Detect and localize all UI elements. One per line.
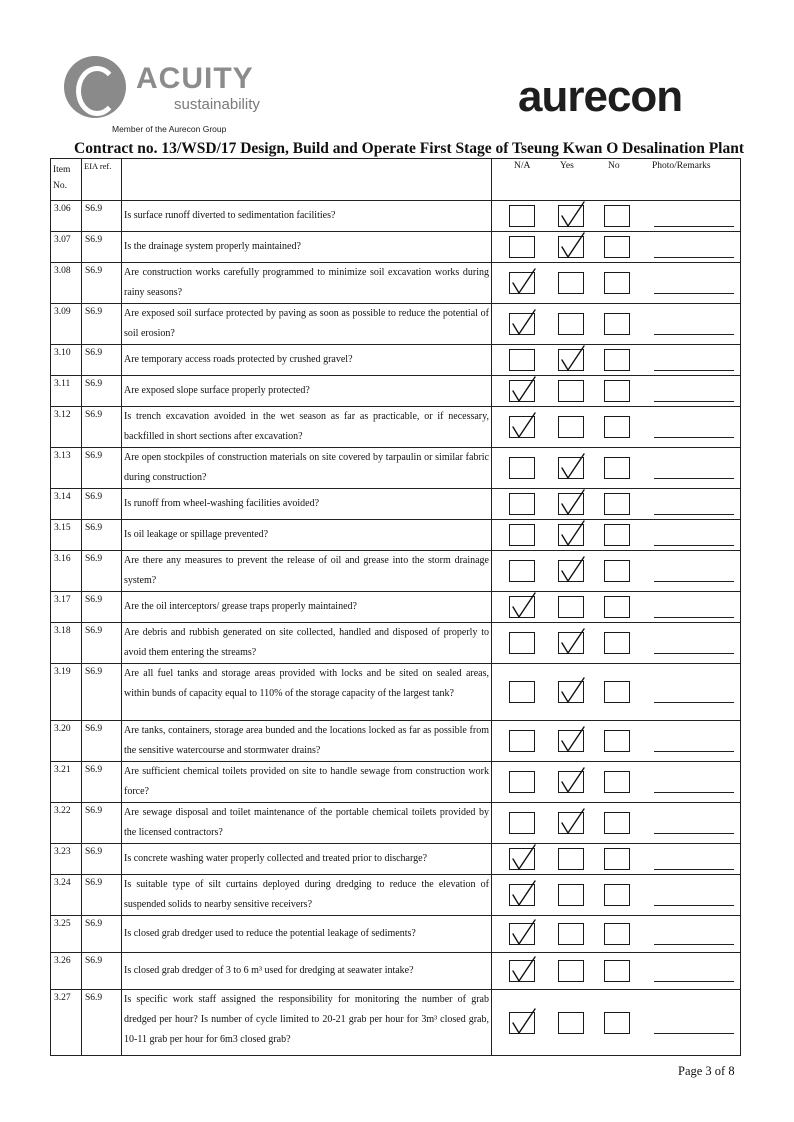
check-mark-icon — [557, 676, 587, 706]
item-number: 3.14 — [51, 489, 82, 520]
checklist-question: Are there any measures to prevent the release of oil and grease into the storm drainage system? — [122, 551, 492, 592]
photo-remarks-line[interactable] — [654, 293, 734, 294]
check-mark-icon — [557, 519, 587, 549]
na-checkbox[interactable] — [509, 416, 535, 438]
checklist-question: Are open stockpiles of construction materials on site covered by tarpaulin or similar fabric during construction? — [122, 448, 492, 489]
item-number: 3.15 — [51, 520, 82, 551]
answer-cell — [492, 953, 741, 990]
no-checkbox[interactable] — [604, 236, 630, 258]
item-number: 3.07 — [51, 232, 82, 263]
no-checkbox[interactable] — [604, 524, 630, 546]
yes-checkbox[interactable] — [558, 596, 584, 618]
yes-checkbox[interactable] — [558, 313, 584, 335]
check-mark-icon — [508, 918, 538, 948]
check-mark-icon — [508, 1007, 538, 1037]
checklist-question: Are sewage disposal and toilet maintenance of the portable chemical toilets provided by the licensed contractors? — [122, 803, 492, 844]
answer-cell — [492, 721, 741, 762]
table-row — [51, 407, 741, 448]
header-item-no: Item No. — [51, 159, 82, 201]
check-mark-icon — [557, 200, 587, 230]
acuity-logo-subtext: sustainability — [174, 96, 260, 113]
table-row — [51, 304, 741, 345]
table-row — [51, 520, 741, 551]
checklist-question: Is surface runoff diverted to sedimentation facilities? — [122, 201, 492, 232]
eia-reference: S6.9 — [82, 875, 122, 916]
na-checkbox[interactable] — [509, 812, 535, 834]
no-checkbox[interactable] — [604, 272, 630, 294]
table-row — [51, 875, 741, 916]
checklist-question: Is suitable type of silt curtains deployed during dredging to reduce the elevation of suspended solids to nearby sensitive receivers? — [122, 875, 492, 916]
checklist-question: Is the drainage system properly maintained? — [122, 232, 492, 263]
answer-cell — [492, 803, 741, 844]
checklist-question: Is concrete washing water properly collected and treated prior to discharge? — [122, 844, 492, 875]
item-number: 3.19 — [51, 664, 82, 721]
acuity-logo-text: ACUITY — [136, 62, 254, 95]
table-row — [51, 721, 741, 762]
table-row — [51, 201, 741, 232]
answer-cell — [492, 623, 741, 664]
no-checkbox[interactable] — [604, 960, 630, 982]
photo-remarks-line[interactable] — [654, 257, 734, 258]
item-number: 3.24 — [51, 875, 82, 916]
checklist-question: Is specific work staff assigned the responsibility for monitoring the number of grab dredged per hour? Is number of cycle limited to 20-21 grab per hour for 3m³ closed grab, 10-11 grab per hour for 6m3 closed grab? — [122, 990, 492, 1056]
check-mark-icon — [557, 452, 587, 482]
answer-cell — [492, 448, 741, 489]
na-checkbox[interactable] — [509, 457, 535, 479]
answer-cell — [492, 520, 741, 551]
eia-reference: S6.9 — [82, 990, 122, 1056]
checklist-question: Are tanks, containers, storage area bunded and the locations locked as far as possible from the sensitive watercourse and stormwater drains? — [122, 721, 492, 762]
item-number: 3.22 — [51, 803, 82, 844]
header-na: N/A — [514, 161, 531, 171]
item-number: 3.25 — [51, 916, 82, 953]
no-checkbox[interactable] — [604, 1012, 630, 1034]
item-number: 3.20 — [51, 721, 82, 762]
eia-reference: S6.9 — [82, 803, 122, 844]
checklist-question: Is closed grab dredger used to reduce the potential leakage of sediments? — [122, 916, 492, 953]
no-checkbox[interactable] — [604, 349, 630, 371]
checklist-question: Is runoff from wheel-washing facilities avoided? — [122, 489, 492, 520]
table-row — [51, 448, 741, 489]
table-row — [51, 489, 741, 520]
yes-checkbox[interactable] — [558, 884, 584, 906]
item-number: 3.06 — [51, 201, 82, 232]
na-checkbox[interactable] — [509, 960, 535, 982]
yes-checkbox[interactable] — [558, 632, 584, 654]
yes-checkbox[interactable] — [558, 848, 584, 870]
na-checkbox[interactable] — [509, 923, 535, 945]
na-checkbox[interactable] — [509, 596, 535, 618]
eia-reference: S6.9 — [82, 489, 122, 520]
item-number: 3.18 — [51, 623, 82, 664]
eia-reference: S6.9 — [82, 762, 122, 803]
table-row — [51, 592, 741, 623]
table-row — [51, 916, 741, 953]
yes-checkbox[interactable] — [558, 812, 584, 834]
table-row — [51, 953, 741, 990]
photo-remarks-line[interactable] — [654, 514, 734, 515]
photo-remarks-line[interactable] — [654, 437, 734, 438]
photo-remarks-line[interactable] — [654, 545, 734, 546]
answer-cell — [492, 489, 741, 520]
photo-remarks-line[interactable] — [654, 1033, 734, 1034]
table-row — [51, 762, 741, 803]
item-number: 3.16 — [51, 551, 82, 592]
header-no: No — [608, 161, 620, 171]
photo-remarks-line[interactable] — [654, 334, 734, 335]
table-row — [51, 232, 741, 263]
na-checkbox[interactable] — [509, 272, 535, 294]
no-checkbox[interactable] — [604, 730, 630, 752]
answer-cell — [492, 304, 741, 345]
no-checkbox[interactable] — [604, 681, 630, 703]
na-checkbox[interactable] — [509, 524, 535, 546]
answer-cell — [492, 232, 741, 263]
na-checkbox[interactable] — [509, 771, 535, 793]
yes-checkbox[interactable] — [558, 416, 584, 438]
checklist-question: Are the oil interceptors/ grease traps properly maintained? — [122, 592, 492, 623]
yes-checkbox[interactable] — [558, 349, 584, 371]
answer-cell — [492, 844, 741, 875]
no-checkbox[interactable] — [604, 560, 630, 582]
answer-cell — [492, 990, 741, 1056]
table-row — [51, 990, 741, 1056]
yes-checkbox[interactable] — [558, 730, 584, 752]
checklist-question: Is trench excavation avoided in the wet season as far as practicable, or if necessary, backfilled in short sections after excavation? — [122, 407, 492, 448]
photo-remarks-line[interactable] — [654, 226, 734, 227]
yes-checkbox[interactable] — [558, 923, 584, 945]
no-checkbox[interactable] — [604, 771, 630, 793]
item-number: 3.10 — [51, 345, 82, 376]
check-mark-icon — [508, 411, 538, 441]
no-checkbox[interactable] — [604, 205, 630, 227]
yes-checkbox[interactable] — [558, 272, 584, 294]
photo-remarks-line[interactable] — [654, 581, 734, 582]
no-checkbox[interactable] — [604, 812, 630, 834]
eia-reference: S6.9 — [82, 623, 122, 664]
check-mark-icon — [508, 843, 538, 873]
table-header-row — [51, 159, 741, 201]
check-mark-icon — [557, 807, 587, 837]
answer-cell — [492, 664, 741, 721]
na-checkbox[interactable] — [509, 380, 535, 402]
photo-remarks-line[interactable] — [654, 944, 734, 945]
header-photo-remarks: Photo/Remarks — [652, 161, 711, 171]
header-eia-ref: EIA ref. — [82, 159, 122, 201]
eia-reference: S6.9 — [82, 201, 122, 232]
no-checkbox[interactable] — [604, 632, 630, 654]
item-number: 3.09 — [51, 304, 82, 345]
checklist-question: Are exposed soil surface protected by paving as soon as possible to reduce the potential of soil erosion? — [122, 304, 492, 345]
yes-checkbox[interactable] — [558, 380, 584, 402]
check-mark-icon — [508, 375, 538, 405]
checklist-table — [50, 158, 741, 1056]
na-checkbox[interactable] — [509, 848, 535, 870]
checklist-question: Are exposed slope surface properly protected? — [122, 376, 492, 407]
table-row — [51, 803, 741, 844]
photo-remarks-line[interactable] — [654, 370, 734, 371]
answer-cell — [492, 875, 741, 916]
photo-remarks-line[interactable] — [654, 751, 734, 752]
na-checkbox[interactable] — [509, 1012, 535, 1034]
photo-remarks-line[interactable] — [654, 792, 734, 793]
photo-remarks-line[interactable] — [654, 981, 734, 982]
eia-reference: S6.9 — [82, 448, 122, 489]
item-number: 3.17 — [51, 592, 82, 623]
photo-remarks-line[interactable] — [654, 617, 734, 618]
na-checkbox[interactable] — [509, 884, 535, 906]
no-checkbox[interactable] — [604, 380, 630, 402]
check-mark-icon — [508, 955, 538, 985]
eia-reference: S6.9 — [82, 721, 122, 762]
yes-checkbox[interactable] — [558, 771, 584, 793]
table-row — [51, 551, 741, 592]
yes-checkbox[interactable] — [558, 205, 584, 227]
page-number — [678, 1064, 735, 1079]
check-mark-icon — [508, 879, 538, 909]
eia-reference: S6.9 — [82, 376, 122, 407]
photo-remarks-line[interactable] — [654, 702, 734, 703]
no-checkbox[interactable] — [604, 848, 630, 870]
eia-reference: S6.9 — [82, 664, 122, 721]
eia-reference: S6.9 — [82, 551, 122, 592]
no-checkbox[interactable] — [604, 416, 630, 438]
checklist-question: Are temporary access roads protected by crushed gravel? — [122, 345, 492, 376]
no-checkbox[interactable] — [604, 884, 630, 906]
answer-cell — [492, 407, 741, 448]
answer-cell — [492, 916, 741, 953]
checklist-question: Is oil leakage or spillage prevented? — [122, 520, 492, 551]
yes-checkbox[interactable] — [558, 681, 584, 703]
yes-checkbox[interactable] — [558, 960, 584, 982]
eia-reference: S6.9 — [82, 407, 122, 448]
aurecon-logo: aurecon — [518, 72, 683, 121]
photo-remarks-line[interactable] — [654, 833, 734, 834]
check-mark-icon — [557, 555, 587, 585]
answer-cell — [492, 201, 741, 232]
answer-cell — [492, 762, 741, 803]
check-mark-icon — [557, 488, 587, 518]
na-checkbox[interactable] — [509, 730, 535, 752]
photo-remarks-line[interactable] — [654, 653, 734, 654]
acuity-logo-mark-icon — [64, 56, 126, 118]
check-mark-icon — [557, 231, 587, 261]
eia-reference: S6.9 — [82, 263, 122, 304]
header-question — [122, 159, 492, 201]
answer-cell — [492, 376, 741, 407]
photo-remarks-line[interactable] — [654, 905, 734, 906]
photo-remarks-line[interactable] — [654, 401, 734, 402]
eia-reference: S6.9 — [82, 953, 122, 990]
na-checkbox[interactable] — [509, 681, 535, 703]
na-checkbox[interactable] — [509, 236, 535, 258]
na-checkbox[interactable] — [509, 632, 535, 654]
yes-checkbox[interactable] — [558, 457, 584, 479]
na-checkbox[interactable] — [509, 313, 535, 335]
yes-checkbox[interactable] — [558, 493, 584, 515]
check-mark-icon — [508, 267, 538, 297]
item-number: 3.11 — [51, 376, 82, 407]
eia-reference: S6.9 — [82, 345, 122, 376]
header-yes: Yes — [560, 161, 574, 171]
eia-reference: S6.9 — [82, 520, 122, 551]
checklist-question: Is closed grab dredger of 3 to 6 m³ used for dredging at seawater intake? — [122, 953, 492, 990]
table-row — [51, 376, 741, 407]
yes-checkbox[interactable] — [558, 236, 584, 258]
table-row — [51, 263, 741, 304]
photo-remarks-line[interactable] — [654, 869, 734, 870]
checklist-question: Are all fuel tanks and storage areas provided with locks and be sited on sealed areas, within bunds of capacity equal to 110% of the storage capacity of the largest tank? — [122, 664, 492, 721]
member-of-group-text: Member of the Aurecon Group — [112, 124, 227, 134]
check-mark-icon — [557, 344, 587, 374]
eia-reference: S6.9 — [82, 304, 122, 345]
table-row — [51, 345, 741, 376]
na-checkbox[interactable] — [509, 493, 535, 515]
eia-reference: S6.9 — [82, 232, 122, 263]
header-answers — [492, 159, 741, 201]
eia-reference: S6.9 — [82, 844, 122, 875]
no-checkbox[interactable] — [604, 923, 630, 945]
checklist-question: Are construction works carefully programmed to minimize soil excavation works during rainy seasons? — [122, 263, 492, 304]
item-number: 3.08 — [51, 263, 82, 304]
item-number: 3.13 — [51, 448, 82, 489]
na-checkbox[interactable] — [509, 349, 535, 371]
table-row — [51, 844, 741, 875]
yes-checkbox[interactable] — [558, 1012, 584, 1034]
eia-reference: S6.9 — [82, 916, 122, 953]
answer-cell — [492, 345, 741, 376]
contract-title: Contract no. 13/WSD/17 Design, Build and Operate First Stage of Tseung Kwan O Desalination Plant — [74, 140, 745, 157]
check-mark-icon — [557, 725, 587, 755]
item-number: 3.12 — [51, 407, 82, 448]
check-mark-icon — [508, 591, 538, 621]
checklist-question: Are debris and rubbish generated on site collected, handled and disposed of properly to avoid them entering the streams? — [122, 623, 492, 664]
eia-reference: S6.9 — [82, 592, 122, 623]
no-checkbox[interactable] — [604, 596, 630, 618]
check-mark-icon — [557, 627, 587, 657]
na-checkbox[interactable] — [509, 560, 535, 582]
yes-checkbox[interactable] — [558, 560, 584, 582]
item-number: 3.26 — [51, 953, 82, 990]
no-checkbox[interactable] — [604, 457, 630, 479]
item-number: 3.23 — [51, 844, 82, 875]
table-row — [51, 664, 741, 721]
photo-remarks-line[interactable] — [654, 478, 734, 479]
page-label: Page 3 of 8 — [678, 1064, 735, 1078]
table-row — [51, 623, 741, 664]
yes-checkbox[interactable] — [558, 524, 584, 546]
answer-cell — [492, 263, 741, 304]
checklist-question: Are sufficient chemical toilets provided on site to handle sewage from construction work force? — [122, 762, 492, 803]
answer-cell — [492, 551, 741, 592]
item-number: 3.21 — [51, 762, 82, 803]
item-number: 3.27 — [51, 990, 82, 1056]
check-mark-icon — [508, 308, 538, 338]
no-checkbox[interactable] — [604, 313, 630, 335]
no-checkbox[interactable] — [604, 493, 630, 515]
answer-cell — [492, 592, 741, 623]
na-checkbox[interactable] — [509, 205, 535, 227]
check-mark-icon — [557, 766, 587, 796]
acuity-logo — [64, 56, 264, 136]
